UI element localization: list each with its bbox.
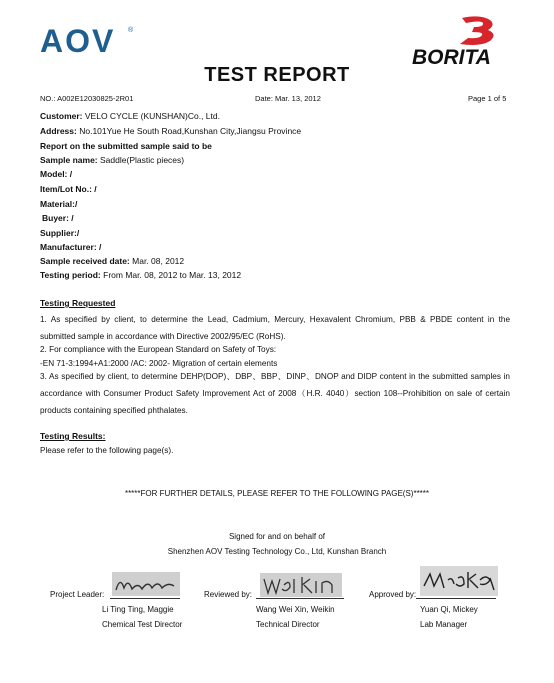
- supplier-line: Supplier:/: [40, 228, 80, 238]
- testing-item-1: 1. As specified by client, to determine the Lead, Cadmium, Mercury, Hexavalent Chromium, PBB & PBDE content in the submitted sample in accordance with Directive 2002/95/EC (RoHS).: [40, 315, 510, 341]
- project-leader-name: Li Ting Ting, Maggie: [102, 605, 174, 614]
- manufacturer-line: Manufacturer: /: [40, 242, 102, 252]
- sample-name-label: Sample name:: [40, 155, 98, 165]
- signoff-line-1: Signed for and on behalf of: [228, 532, 326, 541]
- testing-item-2b: -EN 71-3:1994+A1:2000 /AC: 2002- Migration of certain elements: [40, 359, 278, 368]
- approved-signature: [420, 566, 498, 596]
- address-line: [40, 126, 301, 136]
- testing-results-heading: Testing Results:: [40, 431, 106, 441]
- approved-sig-line: [416, 598, 496, 599]
- customer-value: VELO CYCLE (KUNSHAN)Co., Ltd.: [84, 111, 220, 121]
- received-date-line: [40, 256, 184, 266]
- reviewed-sig-line: [256, 598, 344, 599]
- approver-name: Yuan Qi, Mickey: [420, 605, 478, 614]
- aov-logo-text: AOV: [40, 24, 116, 58]
- sample-name-value: Saddle(Plastic pieces): [100, 155, 185, 165]
- report-number: NO.: A002E12030825-2R01: [40, 94, 134, 103]
- customer-label: Customer:: [40, 111, 83, 121]
- project-leader-title: Chemical Test Director: [102, 620, 183, 629]
- signoff-line-2: Shenzhen AOV Testing Technology Co., Ltd, Kunshan Branch: [167, 547, 387, 556]
- reviewed-signature: [260, 573, 342, 597]
- address-value: No.101Yue He South Road,Kunshan City,Jiangsu Province: [79, 126, 302, 136]
- project-leader-signature: [112, 572, 180, 596]
- report-title: TEST REPORT: [204, 64, 350, 86]
- testing-item-3: 3. As specified by client, to determine DEHP(DOP)、DBP、BBP、DINP、DNOP and DIDP content in the submitted samples in accordance with Consumer Product Safety Improvement Act of 2008（H.R. 4040）section 108--Prohibition on sale of certain products containing specified phthalates.: [40, 372, 510, 415]
- testing-period-label: Testing period:: [40, 270, 101, 280]
- sample-name-line: [40, 155, 184, 165]
- aov-logo: [40, 24, 140, 63]
- reviewer-title: Technical Director: [256, 620, 320, 629]
- material-line: Material:/: [40, 199, 78, 209]
- borita-emblem-icon: [460, 16, 494, 45]
- testing-period-line: [40, 270, 241, 280]
- approved-by-label: Approved by:: [369, 590, 417, 599]
- report-date: Date: Mar. 13, 2012: [255, 94, 321, 103]
- item-lot-line: Item/Lot No.: /: [40, 184, 97, 194]
- project-leader-label: Project Leader:: [50, 590, 105, 599]
- testing-item-2: 2. For compliance with the European Standard on Safety of Toys:: [40, 345, 277, 354]
- registered-mark: ®: [128, 27, 134, 34]
- received-date-value: Mar. 08, 2012: [132, 256, 185, 266]
- reviewer-name: Wang Wei Xin, Weikin: [256, 605, 335, 614]
- model-line: Model: /: [40, 169, 73, 179]
- buyer-line: Buyer: /: [42, 213, 74, 223]
- page-number: Page 1 of 5: [468, 94, 507, 103]
- testing-requested-heading: Testing Requested: [40, 298, 116, 308]
- borita-logo-text: BORITA: [412, 46, 491, 68]
- address-label: Address:: [40, 126, 77, 136]
- testing-results-text: Please refer to the following page(s).: [40, 446, 174, 455]
- testing-period-value: From Mar. 08, 2012 to Mar. 13, 2012: [103, 270, 242, 280]
- reviewed-by-label: Reviewed by:: [204, 590, 253, 599]
- project-leader-sig-line: [110, 598, 180, 599]
- received-date-label: Sample received date:: [40, 256, 130, 266]
- further-details-note: *****FOR FURTHER DETAILS, PLEASE REFER TO THE FOLLOWING PAGE(S)*****: [124, 489, 430, 498]
- approver-title: Lab Manager: [420, 620, 468, 629]
- customer-line: [40, 111, 220, 121]
- report-on-line: Report on the submitted sample said to be: [40, 141, 212, 151]
